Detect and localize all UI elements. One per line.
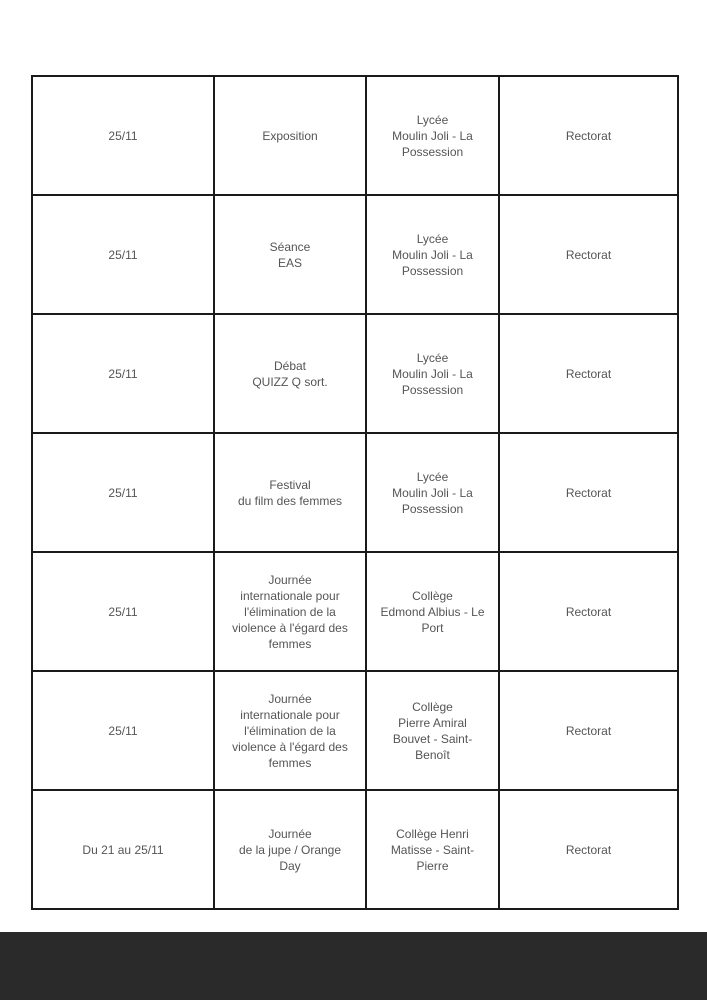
table-row	[32, 552, 678, 671]
organizer-cell: Rectorat	[499, 790, 678, 909]
table-row	[32, 671, 678, 790]
event-cell: Débat QUIZZ Q sort.	[214, 314, 366, 433]
organizer-cell: Rectorat	[499, 552, 678, 671]
event-cell: Séance EAS	[214, 195, 366, 314]
table-row	[32, 195, 678, 314]
date-cell: 25/11	[32, 195, 214, 314]
organizer-cell: Rectorat	[499, 314, 678, 433]
table-row	[32, 314, 678, 433]
event-cell: Journée de la jupe / Orange Day	[214, 790, 366, 909]
date-cell: 25/11	[32, 552, 214, 671]
location-cell: Lycée Moulin Joli - La Possession	[366, 195, 499, 314]
events-table	[31, 75, 679, 910]
organizer-cell: Rectorat	[499, 433, 678, 552]
table-row	[32, 76, 678, 195]
date-cell: 25/11	[32, 76, 214, 195]
event-cell: Journée internationale pour l'élimination de la violence à l'égard des femmes	[214, 552, 366, 671]
organizer-cell: Rectorat	[499, 671, 678, 790]
date-cell: 25/11	[32, 671, 214, 790]
location-cell: Lycée Moulin Joli - La Possession	[366, 76, 499, 195]
location-cell: Lycée Moulin Joli - La Possession	[366, 433, 499, 552]
location-cell: Lycée Moulin Joli - La Possession	[366, 314, 499, 433]
table-row	[32, 433, 678, 552]
table-row	[32, 790, 678, 909]
location-cell: Collège Henri Matisse - Saint- Pierre	[366, 790, 499, 909]
organizer-cell: Rectorat	[499, 195, 678, 314]
footer-bar	[0, 932, 707, 1000]
event-cell: Journée internationale pour l'élimination de la violence à l'égard des femmes	[214, 671, 366, 790]
event-cell: Exposition	[214, 76, 366, 195]
location-cell: Collège Pierre Amiral Bouvet - Saint- Benoît	[366, 671, 499, 790]
date-cell: Du 21 au 25/11	[32, 790, 214, 909]
event-cell: Festival du film des femmes	[214, 433, 366, 552]
date-cell: 25/11	[32, 314, 214, 433]
location-cell: Collège Edmond Albius - Le Port	[366, 552, 499, 671]
organizer-cell: Rectorat	[499, 76, 678, 195]
date-cell: 25/11	[32, 433, 214, 552]
